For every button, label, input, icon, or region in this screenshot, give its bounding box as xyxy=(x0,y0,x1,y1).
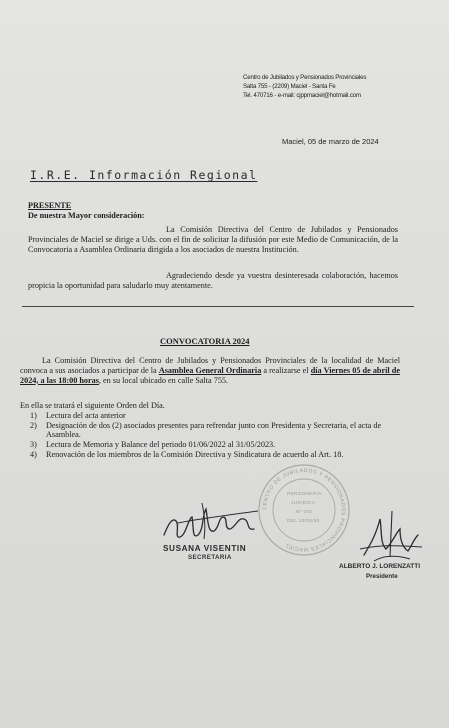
convocatoria-title: CONVOCATORIA 2024 xyxy=(160,336,250,346)
institution-seal xyxy=(256,462,352,558)
agenda-item xyxy=(30,411,410,421)
agenda-item-text: Renovación de los miembros de la Comisión Directiva y Sindicatura de acuerdo al Art. 18. xyxy=(46,449,344,459)
seal-ring-text: CENTRO DE JUBILADOS Y PENSIONADOS PROVINCIALES MACIEL xyxy=(261,467,347,553)
president-role: Presidente xyxy=(366,573,398,580)
seal-line: Nº 040 xyxy=(296,510,313,515)
agenda-item-text: Lectura de Memoria y Balance del periodo 01/06/2022 al 31/05/2023. xyxy=(46,440,276,450)
agenda-item-number: 1) xyxy=(30,410,37,420)
separator-line xyxy=(22,306,414,307)
letterhead-institution: Centro de Jubilados y Pensionados Provinciales xyxy=(243,74,367,81)
secretary-name: SUSANA VISENTIN xyxy=(163,544,247,553)
convocatoria-body xyxy=(20,356,400,385)
secretary-role: SECRETARIA xyxy=(188,554,232,561)
letterhead-contact: Tel. 470716 - e-mail: cjppmaciel@hotmail.com xyxy=(243,92,361,99)
agenda-item xyxy=(30,450,410,460)
letter-date: Maciel, 05 de marzo de 2024 xyxy=(282,137,379,146)
agenda-item xyxy=(30,440,410,450)
agenda-item-number: 3) xyxy=(30,440,37,450)
request-paragraph: La Comisión Directiva del Centro de Jubilados y Pensionados Provinciales de Maciel se dirige a Uds. con el fin de solicitar la difusión por este Medio de Comunicación, de la Convocatoria a Asamblea Ordinaria dirigida a los asociados de nuestra Institución. xyxy=(28,225,398,254)
president-name: ALBERTO J. LORENZATTI xyxy=(339,563,421,570)
assembly-datetime: día Viernes 05 de abril de 2024, a las 18:00 horas xyxy=(20,365,400,385)
seal-line: PERSONERIA xyxy=(287,492,322,497)
letterhead-address: Salta 755 - (2209) Maciel - Santa Fe xyxy=(243,83,336,90)
agenda-item xyxy=(30,421,410,441)
agenda xyxy=(20,401,410,460)
agenda-item-text: Designación de dos (2) asociados presentes para refrendar junto con Presidenta y Secretaria, el acta de Asamblea. xyxy=(46,420,382,440)
seal-line: JURIDICA xyxy=(291,501,316,506)
seal-line: DEL 10/03/92 xyxy=(287,519,320,524)
president-signature xyxy=(356,505,426,567)
agenda-intro: En ella se tratará el siguiente Orden del Día. xyxy=(20,401,165,410)
convocatoria-connector: a realizarse el xyxy=(261,365,311,375)
assembly-location: , en su local ubicado en calle Salta 755. xyxy=(98,375,229,385)
presente-heading: PRESENTE xyxy=(28,201,72,210)
agenda-item-number: 4) xyxy=(30,449,37,459)
agenda-item-number: 2) xyxy=(30,420,37,430)
greeting: De nuestra Mayor consideración: xyxy=(28,211,145,220)
letterhead xyxy=(243,73,443,100)
agenda-item-text: Lectura del acta anterior xyxy=(46,410,126,420)
recipient-name: I.R.E. Información Regional xyxy=(30,168,258,182)
secretary-signature xyxy=(158,495,268,547)
convocatoria-intro: La Comisión Directiva del Centro de Jubilados y Pensionados Provinciales de la localidad de Maciel convoca a sus asociados a participar de la xyxy=(20,356,400,375)
assembly-type: Asamblea General Ordinaria xyxy=(158,365,262,375)
closing-paragraph: Agradeciendo desde ya vuestra desinteresada colaboración, hacemos propicia la oportunidad para saludarlo muy atentamente. xyxy=(28,271,398,290)
